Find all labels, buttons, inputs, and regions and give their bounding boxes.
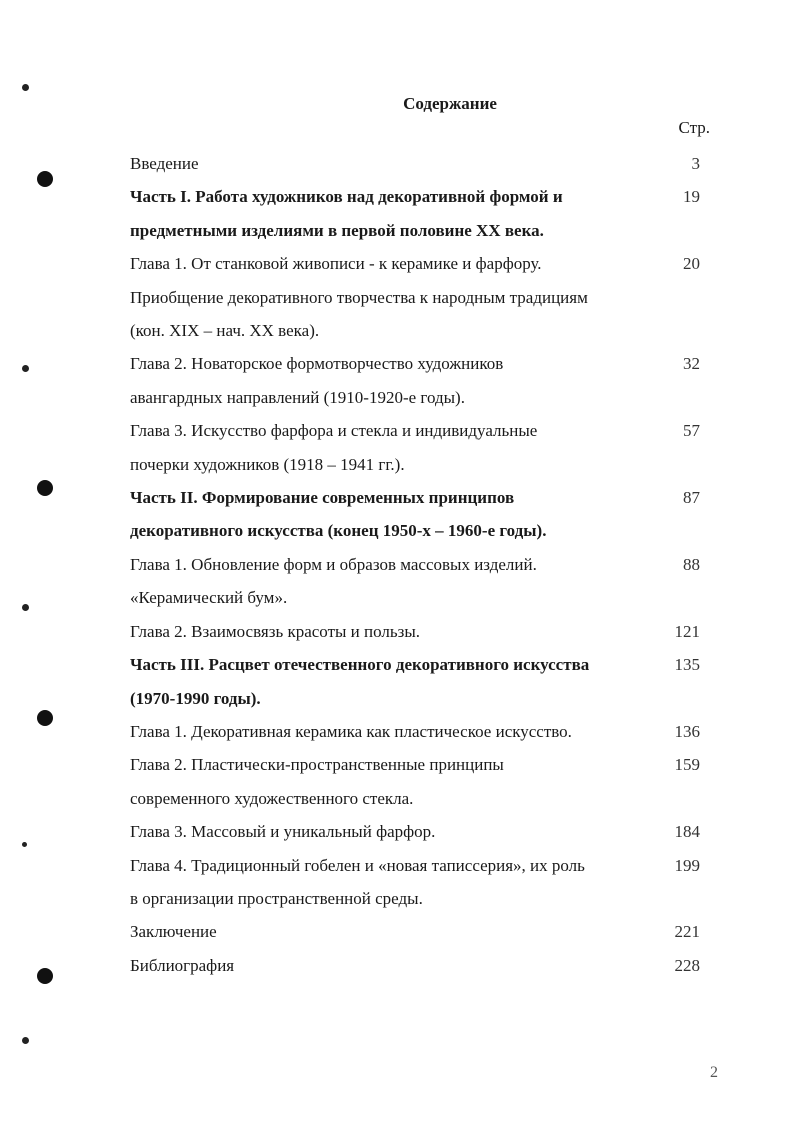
toc-entry-text — [130, 915, 660, 948]
toc-entry-text — [130, 147, 660, 180]
toc-entry-page: 57 — [683, 421, 700, 441]
toc-entry — [130, 247, 710, 347]
toc-entry-line: Часть I. Работа художников над декоративной формой и — [130, 187, 563, 207]
toc-entry-text — [130, 247, 660, 347]
scan-speck — [22, 84, 29, 91]
toc-entry-page: 3 — [691, 154, 700, 173]
toc-entry-text — [130, 815, 660, 848]
toc-entry-line: (кон. XIX – нач. XX века). — [130, 321, 320, 341]
toc-entry-line: Часть III. Расцвет отечественного декоративного искусства — [130, 655, 590, 675]
page-column-header: Стр. — [678, 118, 710, 137]
toc-entry-page: 19 — [683, 187, 700, 207]
page-number: 2 — [710, 1064, 718, 1081]
toc-entry-line: Глава 3. Массовый и уникальный фарфор. — [130, 822, 436, 842]
toc-entry-text — [130, 648, 660, 715]
toc-entry-line: (1970-1990 годы). — [130, 688, 261, 708]
toc-entry-line: Глава 3. Искусство фарфора и стекла и индивидуальные — [130, 421, 538, 441]
toc-entry-line: современного художественного стекла. — [130, 788, 414, 808]
scan-speck — [22, 365, 29, 372]
toc-entry-text — [130, 949, 660, 982]
toc-entry-line: Часть II. Формирование современных принципов — [130, 488, 515, 508]
toc-entry-page: 221 — [674, 922, 700, 942]
page-title: Содержание — [403, 94, 497, 113]
toc-entry-text — [130, 414, 660, 481]
toc-entry-line: Приобщение декоративного творчества к народным традициям — [130, 287, 588, 307]
toc-entry-line: предметными изделиями в первой половине XX века. — [130, 220, 544, 240]
toc-entry — [130, 147, 710, 180]
toc-entry — [130, 414, 710, 481]
toc-entry-page: 20 — [683, 254, 700, 274]
toc-entry-text — [130, 347, 660, 414]
toc-entry-line: Глава 4. Традиционный гобелен и «новая таписсерия», их роль — [130, 855, 585, 875]
punch-hole — [37, 968, 53, 984]
toc-entry-line: Заключение — [130, 922, 217, 942]
toc-entry-line: в организации пространственной среды. — [130, 888, 423, 908]
toc-entry-page: 135 — [674, 655, 700, 675]
toc-entry-text — [130, 849, 660, 916]
toc-entry-text — [130, 615, 660, 648]
toc-entry-page: 159 — [674, 755, 700, 775]
toc-entry — [130, 915, 710, 948]
toc-entry-line: Глава 2. Пластически-пространственные принципы — [130, 755, 504, 775]
toc-entry-page: 32 — [683, 354, 700, 374]
toc-entry-line: Глава 2. Новаторское формотворчество художников — [130, 354, 504, 374]
toc-entry-line: Глава 2. Взаимосвязь красоты и пользы. — [130, 621, 421, 641]
scan-speck — [22, 604, 29, 611]
toc-entry — [130, 481, 710, 548]
punch-hole — [37, 710, 53, 726]
toc-entry-page: 136 — [674, 721, 700, 741]
toc-entry-text — [130, 748, 660, 815]
scan-speck — [22, 1037, 29, 1044]
toc-entry-page: 88 — [683, 554, 700, 574]
toc-entry-line: Глава 1. Обновление форм и образов массовых изделий. — [130, 554, 537, 574]
toc-entry — [130, 748, 710, 815]
toc-entry — [130, 849, 710, 916]
toc-entry-line: Введение — [130, 154, 199, 173]
toc-entry-page: 228 — [674, 955, 700, 975]
toc-entry-line: Глава 1. Декоративная керамика как пластическое искусство. — [130, 721, 572, 741]
toc-entry-line: декоративного искусства (конец 1950-х – 1960-е годы). — [130, 521, 547, 541]
toc-entry-page: 121 — [674, 621, 700, 641]
toc-entry — [130, 615, 710, 648]
toc-entry-text — [130, 180, 660, 247]
table-of-contents — [130, 147, 710, 982]
scan-speck — [22, 842, 27, 847]
toc-entry-line: «Керамический бум». — [130, 588, 288, 608]
toc-entry-text — [130, 481, 660, 548]
toc-entry-text — [130, 715, 660, 748]
toc-entry-line: авангардных направлений (1910-1920-е годы). — [130, 387, 465, 407]
toc-entry-line: Библиография — [130, 955, 235, 975]
toc-entry-page: 199 — [674, 855, 700, 875]
punch-hole — [37, 480, 53, 496]
toc-entry-page: 87 — [683, 488, 700, 508]
toc-entry-line: почерки художников (1918 – 1941 гг.). — [130, 454, 405, 474]
toc-entry — [130, 648, 710, 715]
toc-entry — [130, 548, 710, 615]
toc-entry-line: Глава 1. От станковой живописи - к керамике и фарфору. — [130, 254, 542, 274]
toc-entry — [130, 949, 710, 982]
toc-entry-text — [130, 548, 660, 615]
punch-hole — [37, 171, 53, 187]
toc-entry — [130, 815, 710, 848]
toc-entry — [130, 347, 710, 414]
toc-entry-page: 184 — [674, 822, 700, 842]
toc-entry — [130, 715, 710, 748]
toc-entry — [130, 180, 710, 247]
